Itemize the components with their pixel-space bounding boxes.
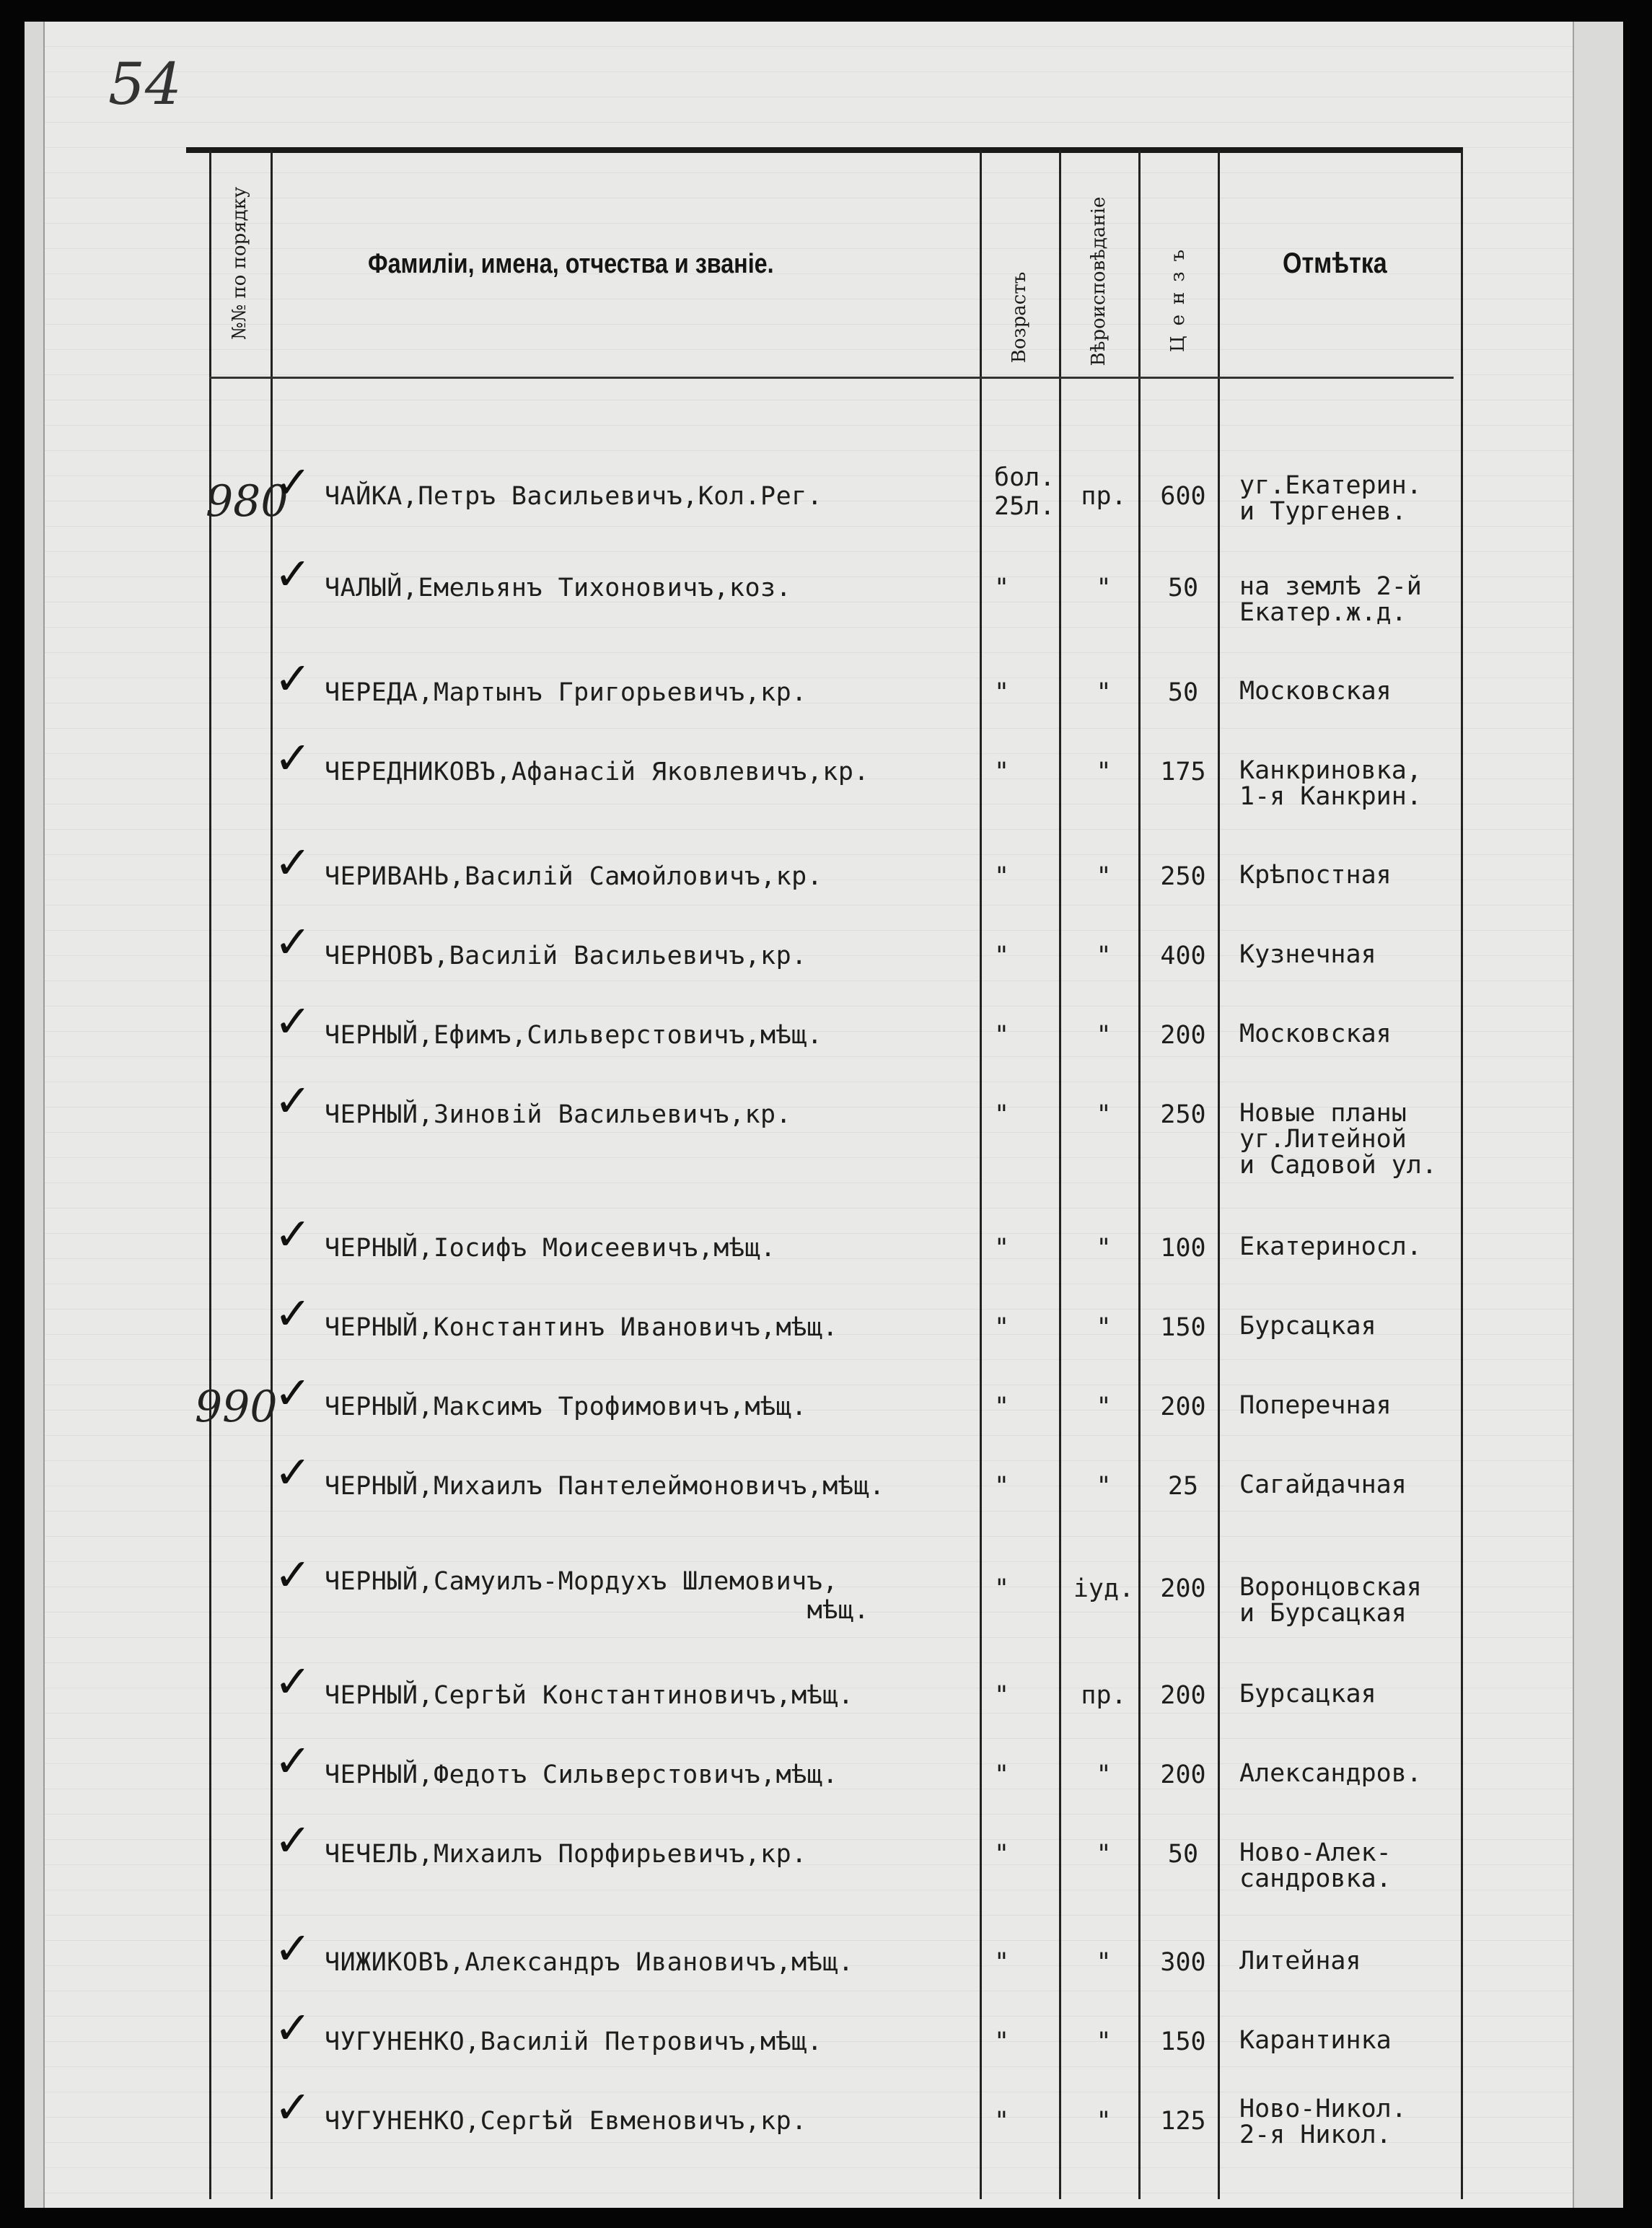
- age-value: ": [994, 758, 1010, 786]
- person-name: ЧУГУНЕНКО,Сергѣй Евменовичъ,кр.: [325, 2107, 807, 2136]
- check-mark: ✓: [274, 732, 312, 784]
- address-note: Новые планы уг.Литейной и Садовой ул.: [1239, 1099, 1437, 1180]
- address-note: Бурсацкая: [1239, 1680, 1376, 1709]
- table-row: [0, 1287, 1652, 1371]
- check-mark: ✓: [274, 1655, 312, 1708]
- faith-value: ": [1096, 1392, 1112, 1421]
- table-row: [0, 1367, 1652, 1450]
- faith-column-header: Вѣроисповѣданіе: [1088, 196, 1110, 367]
- check-mark: ✓: [274, 1734, 312, 1787]
- table-row: [0, 1734, 1652, 1818]
- age-value: ": [994, 942, 1010, 970]
- table-row: [0, 2001, 1652, 2085]
- check-mark: ✓: [274, 1367, 312, 1419]
- cens-value: 50: [1167, 678, 1199, 707]
- check-mark: ✓: [274, 2081, 312, 2133]
- margin-number: 990: [195, 1382, 278, 1432]
- table-row: [0, 1446, 1652, 1530]
- table-row: [0, 836, 1652, 920]
- person-name: ЧЕРНЫЙ,Максимъ Трофимовичъ,мѣщ.: [325, 1392, 807, 1421]
- check-mark: ✓: [274, 548, 312, 600]
- cens-column-header: Цензъ: [1167, 239, 1189, 353]
- address-note: Воронцовская и Бурсацкая: [1239, 1573, 1422, 1628]
- address-note: Канкриновка, 1-я Канкрин.: [1239, 756, 1422, 811]
- cens-value: 300: [1160, 1948, 1206, 1977]
- age-value: ": [994, 2027, 1010, 2056]
- check-mark: ✓: [274, 456, 312, 509]
- faith-value: ": [1096, 862, 1112, 891]
- address-note: Поперечная: [1239, 1391, 1392, 1420]
- check-mark: ✓: [274, 836, 312, 889]
- cens-value: 200: [1160, 1392, 1206, 1421]
- age-column-header: Возрастъ: [1009, 271, 1030, 364]
- cens-value: 150: [1160, 2027, 1206, 2056]
- table-row: [0, 1548, 1652, 1632]
- check-mark: ✓: [274, 1548, 312, 1601]
- address-note: Московская: [1239, 1019, 1392, 1048]
- person-name: ЧЕРНЫЙ,Ефимъ,Сильверстовичъ,мѣщ.: [325, 1021, 823, 1050]
- age-value: ": [994, 1234, 1010, 1263]
- faith-value: ": [1096, 574, 1112, 602]
- person-name: ЧЕРНЫЙ,Константинъ Ивановичъ,мѣщ.: [325, 1313, 838, 1342]
- name-column-header: Фамиліи, имена, отчества и званіе.: [368, 249, 774, 279]
- age-value: ": [994, 1681, 1010, 1710]
- person-name: ЧЕРНЫЙ,Самуилъ-Мордухъ Шлемовичъ, мѣщ.: [325, 1567, 870, 1625]
- person-name: ЧЕРНЫЙ,Іосифъ Моисеевичъ,мѣщ.: [325, 1234, 776, 1263]
- cens-value: 250: [1160, 862, 1206, 891]
- cens-value: 150: [1160, 1313, 1206, 1342]
- age-value: ": [994, 2107, 1010, 2136]
- faith-value: ": [1096, 2107, 1112, 2136]
- faith-value: ": [1096, 1021, 1112, 1050]
- age-value: ": [994, 1392, 1010, 1421]
- check-mark: ✓: [274, 1446, 312, 1499]
- age-value: ": [994, 574, 1010, 602]
- person-name: ЧАЙКА,Петръ Васильевичъ,Кол.Рег.: [325, 482, 823, 511]
- check-mark: ✓: [274, 1814, 312, 1867]
- faith-value: ": [1096, 1313, 1112, 1342]
- check-mark: ✓: [274, 2001, 312, 2054]
- address-note: уг.Екатерин. и Тургенев.: [1239, 471, 1422, 526]
- cens-value: 200: [1160, 1574, 1206, 1603]
- check-mark: ✓: [274, 995, 312, 1048]
- age-value: ": [994, 1948, 1010, 1977]
- table-row: [0, 1814, 1652, 1898]
- cens-value: 200: [1160, 1760, 1206, 1789]
- cens-value: 600: [1160, 482, 1206, 511]
- address-note: Ново-Никол. 2-я Никол.: [1239, 2095, 1407, 2149]
- faith-value: ": [1096, 1840, 1112, 1869]
- faith-value: ": [1096, 1760, 1112, 1789]
- table-row: [0, 1208, 1652, 1291]
- address-note: Екатериносл.: [1239, 1232, 1422, 1261]
- address-note: Бурсацкая: [1239, 1312, 1376, 1341]
- person-name: ЧЕРНОВЪ,Василій Васильевичъ,кр.: [325, 942, 807, 970]
- num-column-header: №№ по порядку: [229, 186, 250, 341]
- table-row: [0, 1074, 1652, 1180]
- table-row: [0, 456, 1652, 540]
- age-value: ": [994, 1472, 1010, 1501]
- faith-value: ": [1096, 942, 1112, 970]
- faith-value: ": [1096, 1100, 1112, 1129]
- faith-value: ": [1096, 758, 1112, 786]
- note-column-header: Отмѣтка: [1283, 247, 1387, 279]
- faith-value: іуд.: [1073, 1574, 1135, 1603]
- faith-value: пр.: [1081, 482, 1127, 511]
- age-value: ": [994, 1021, 1010, 1050]
- page-number: 54: [108, 51, 182, 118]
- address-note: Карантинка: [1239, 2026, 1392, 2055]
- person-name: ЧЕРНЫЙ,Михаилъ Пантелеймоновичъ,мѣщ.: [325, 1472, 885, 1501]
- person-name: ЧЕРНЫЙ,Сергѣй Константиновичъ,мѣщ.: [325, 1681, 854, 1710]
- check-mark: ✓: [274, 1208, 312, 1260]
- faith-value: ": [1096, 2027, 1112, 2056]
- cens-value: 25: [1167, 1472, 1199, 1501]
- table-row: [0, 732, 1652, 815]
- faith-value: ": [1096, 1472, 1112, 1501]
- table-row: [0, 995, 1652, 1079]
- person-name: ЧЕРИВАНЬ,Василій Самойловичъ,кр.: [325, 862, 823, 891]
- faith-value: ": [1096, 1948, 1112, 1977]
- person-name: ЧЕЧЕЛЬ,Михаилъ Порфирьевичъ,кр.: [325, 1840, 807, 1869]
- person-name: ЧЕРНЫЙ,Зиновій Васильевичъ,кр.: [325, 1100, 792, 1129]
- address-note: Александров.: [1239, 1759, 1422, 1788]
- check-mark: ✓: [274, 1287, 312, 1340]
- table-row: [0, 652, 1652, 736]
- age-value: ": [994, 1100, 1010, 1129]
- cens-value: 250: [1160, 1100, 1206, 1129]
- cens-value: 50: [1167, 1840, 1199, 1869]
- cens-value: 175: [1160, 758, 1206, 786]
- check-mark: ✓: [274, 916, 312, 968]
- cens-value: 50: [1167, 574, 1199, 602]
- table-row: [0, 1655, 1652, 1739]
- address-note: на землѣ 2-й Екатер.ж.д.: [1239, 572, 1422, 627]
- faith-value: пр.: [1081, 1681, 1127, 1710]
- address-note: Сагайдачная: [1239, 1470, 1407, 1499]
- age-value: ": [994, 678, 1010, 707]
- address-note: Ново-Алек- сандровка.: [1239, 1838, 1392, 1893]
- cens-value: 100: [1160, 1234, 1206, 1263]
- address-note: Кузнечная: [1239, 940, 1376, 969]
- age-value: ": [994, 1840, 1010, 1869]
- cens-value: 125: [1160, 2107, 1206, 2136]
- person-name: ЧАЛЫЙ,Емельянъ Тихоновичъ,коз.: [325, 574, 792, 602]
- table-row: [0, 548, 1652, 631]
- cens-value: 400: [1160, 942, 1206, 970]
- faith-value: ": [1096, 1234, 1112, 1263]
- address-note: Литейная: [1239, 1947, 1361, 1975]
- faith-value: ": [1096, 678, 1112, 707]
- cens-value: 200: [1160, 1681, 1206, 1710]
- age-value: ": [994, 1574, 1010, 1603]
- table-row: [0, 2081, 1652, 2165]
- address-note: Московская: [1239, 677, 1392, 706]
- age-value: ": [994, 1760, 1010, 1789]
- age-value: бол. 25л.: [994, 463, 1055, 521]
- person-name: ЧЕРЕДНИКОВЪ,Афанасій Яковлевичъ,кр.: [325, 758, 870, 786]
- cens-value: 200: [1160, 1021, 1206, 1050]
- address-note: Крѣпостная: [1239, 861, 1392, 890]
- header-divider: [209, 377, 1454, 379]
- person-name: ЧЕРЕДА,Мартынъ Григорьевичъ,кр.: [325, 678, 807, 707]
- person-name: ЧИЖИКОВЪ,Александръ Ивановичъ,мѣщ.: [325, 1948, 854, 1977]
- check-mark: ✓: [274, 1074, 312, 1127]
- table-row: [0, 1922, 1652, 2006]
- age-value: ": [994, 862, 1010, 891]
- margin-number: 980: [206, 476, 289, 527]
- top-rule: [186, 147, 1463, 153]
- check-mark: ✓: [274, 1922, 312, 1975]
- person-name: ЧУГУНЕНКО,Василій Петровичъ,мѣщ.: [325, 2027, 823, 2056]
- check-mark: ✓: [274, 652, 312, 705]
- person-name: ЧЕРНЫЙ,Федотъ Сильверстовичъ,мѣщ.: [325, 1760, 838, 1789]
- age-value: ": [994, 1313, 1010, 1342]
- table-row: [0, 916, 1652, 999]
